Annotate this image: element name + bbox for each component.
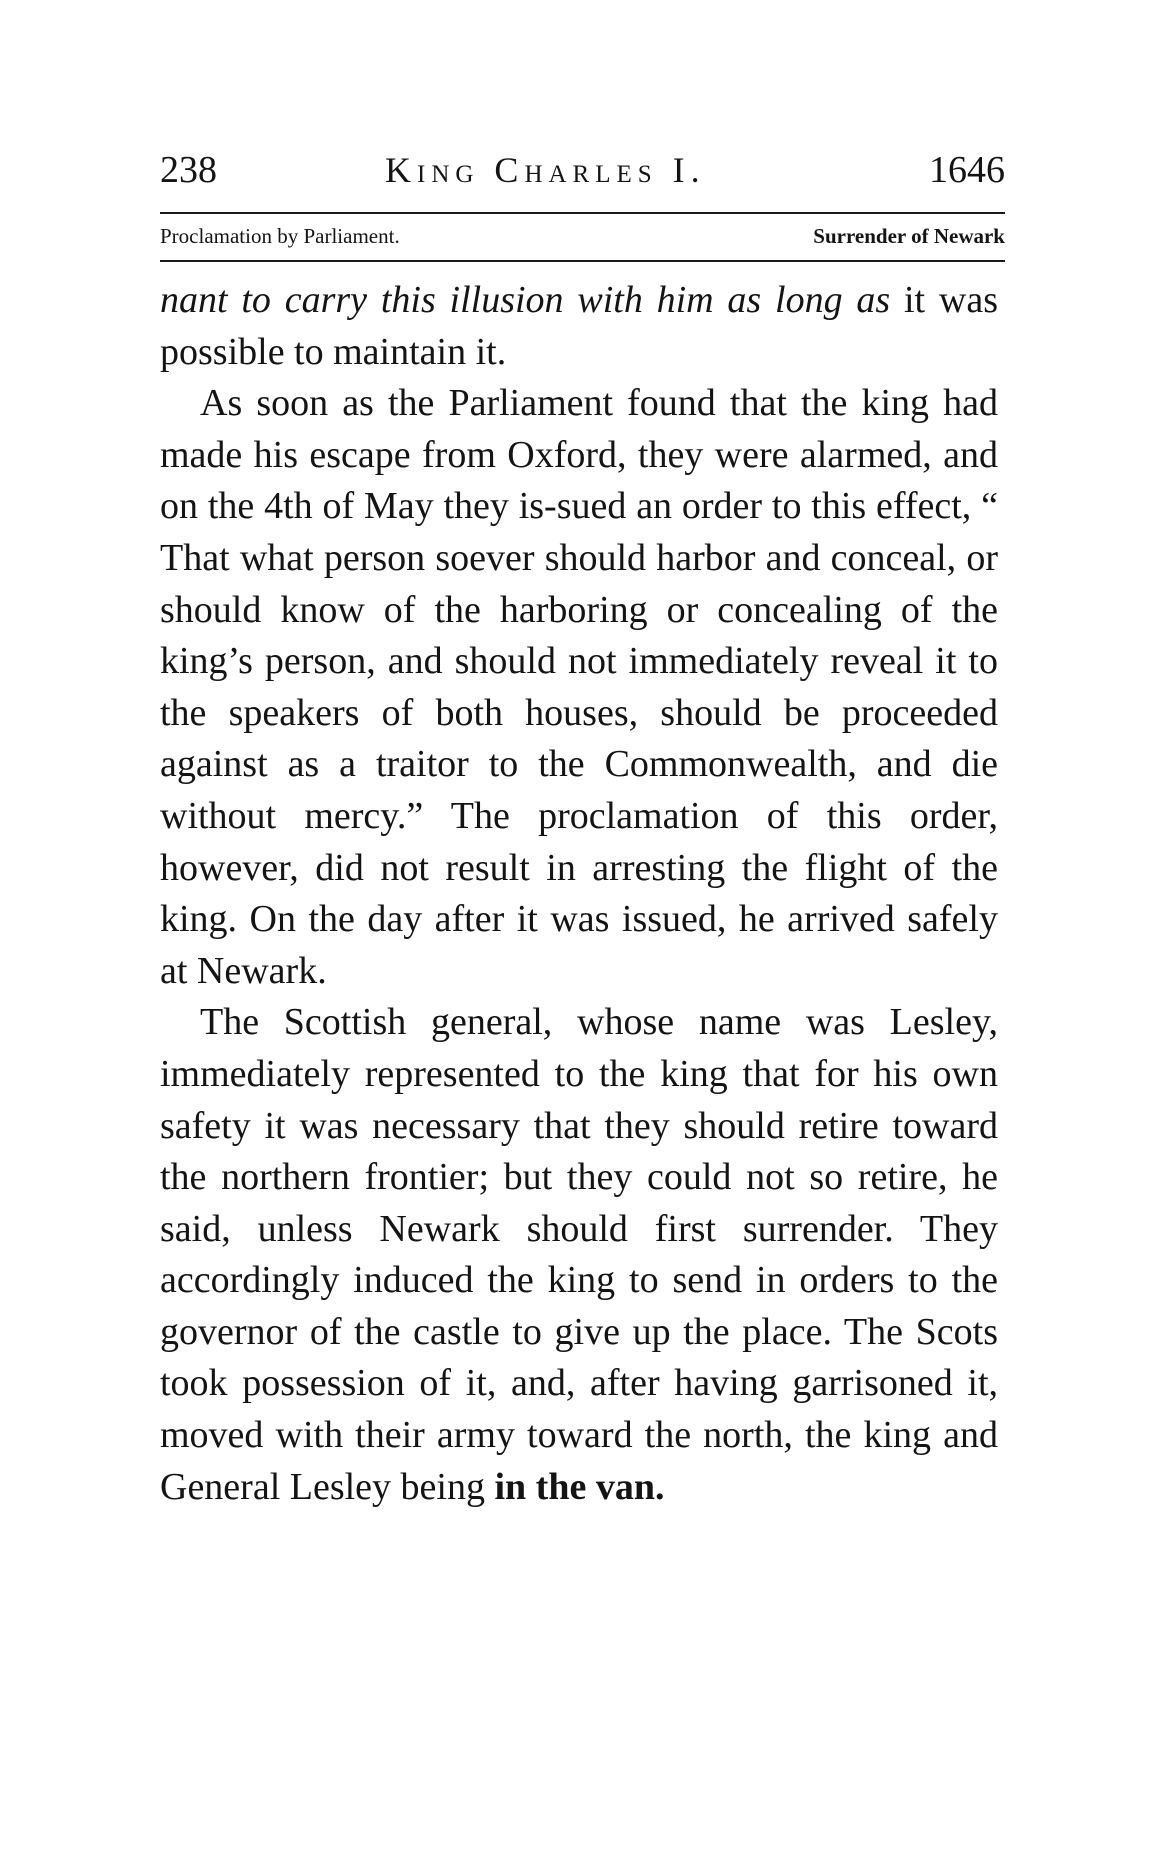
paragraph-2: As soon as the Parliament found that the king had made his escape from Oxford, they were alarmed, and on the 4th of May they is-sued an order to this effect, “ That what person soever should harbor and conceal, or should know of the harboring or concealing of the king’s person, and should not immediately reveal it to the speakers of both houses, should be proceeded against as a traitor to the Commonwealth, and die without mercy.” The proclamation of this order, however, did not result in arresting the flight of the king. On the day after it was issued, he arrived safely at Newark.	[160, 382, 998, 992]
book-title: King Charles I.	[385, 150, 706, 190]
header-rule-bottom	[160, 260, 1005, 262]
page-number: 238	[160, 149, 217, 191]
paragraph-1	[160, 275, 998, 378]
header-rule-top	[160, 212, 1005, 214]
paragraph-3	[160, 997, 998, 1513]
sidenote-left: Proclamation by Parliament.	[160, 224, 400, 248]
body-text	[160, 275, 998, 1513]
paragraph-1-rest: it was possible to maintain it.	[160, 279, 998, 373]
sidenote-right: Surrender of Newark	[813, 224, 1005, 248]
paragraph-3-main: The Scottish general, whose name was Lesley, immediately represented to the king that for his own safety it was necessary that they should retire toward the northern frontier; but they could not so retire, he said, unless Newark should first surrender. They accordingly induced the king to send in orders to the governor of the castle to give up the place. The Scots took possession of it, and, after having garrisoned it, moved with their army toward the north, the king and General Lesley being	[160, 1001, 998, 1508]
sidenote-row	[160, 218, 1005, 254]
year: 1646	[929, 149, 1005, 191]
paragraph-1-italic: nant to carry this illusion with him as long as	[160, 279, 891, 321]
running-head	[160, 145, 1005, 205]
paragraph-3-tail: in the van.	[494, 1465, 665, 1508]
